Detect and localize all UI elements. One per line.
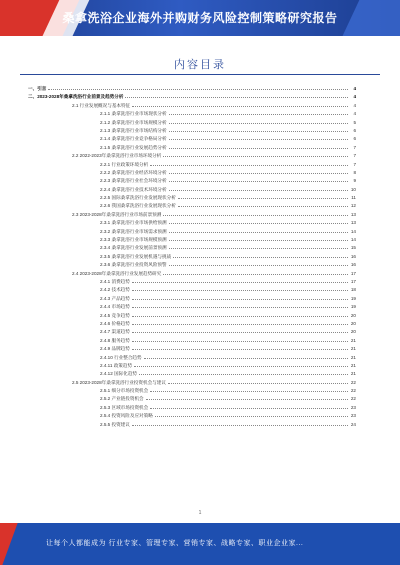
toc-entry-text: 2.4.12 国际化趋势 (100, 371, 138, 377)
toc-entry[interactable] (28, 151, 356, 159)
toc-entry-page: 7 (353, 153, 356, 159)
toc-entry[interactable] (28, 243, 356, 251)
toc-entry-page: 12 (350, 203, 356, 209)
toc-entry-page: 4 (353, 102, 356, 108)
toc-entry-text: 2.3 2023-2028年桑拿洗浴行业市场前景预测 (72, 211, 162, 217)
toc-leader-dots (132, 294, 348, 300)
toc-leader-dots (169, 176, 348, 182)
toc-entry-text: 2.2 2022-2023年桑拿洗浴行业市场环境分析 (72, 153, 162, 159)
toc-leader-dots (132, 420, 348, 426)
toc-entry-page: 16 (350, 253, 356, 259)
toc-entry-text: 2.4.8 服务趋势 (100, 337, 130, 343)
toc-leader-dots (139, 369, 348, 375)
toc-entry[interactable] (28, 369, 356, 377)
toc-entry[interactable] (28, 252, 356, 260)
toc-entry-text: 2.5.1 细分市场投资机会 (100, 388, 149, 394)
toc-entry[interactable] (28, 294, 356, 302)
toc-leader-dots (132, 285, 348, 291)
toc-entry-text: 2.3.3 桑拿洗浴行业市场规模预测 (100, 237, 167, 243)
toc-entry[interactable] (28, 269, 356, 277)
toc-entry-text: 2.2.4 桑拿洗浴行业技术环境分析 (100, 186, 167, 192)
toc-entry[interactable] (28, 227, 356, 235)
toc-entry[interactable] (28, 361, 356, 369)
toc-entry[interactable] (28, 84, 356, 92)
toc-entry[interactable] (28, 210, 356, 218)
toc-entry[interactable] (28, 327, 356, 335)
toc-entry-text: 2.1.5 桑拿洗浴行业发展趋势分析 (100, 144, 167, 150)
toc-entry[interactable] (28, 101, 356, 109)
toc-entry-text: 2.3.6 桑拿洗浴行业投资风险预警 (100, 262, 167, 268)
toc-entry[interactable] (28, 311, 356, 319)
toc-entry-text: 2.4.1 消费趋势 (100, 278, 130, 284)
toc-entry-page: 21 (350, 371, 356, 377)
toc-leader-dots (150, 386, 348, 392)
toc-entry-page: 13 (350, 211, 356, 217)
toc-leader-dots (134, 361, 348, 367)
toc-entry-page: 4 (353, 86, 356, 91)
toc-entry-page: 22 (350, 388, 356, 394)
toc-entry[interactable] (28, 185, 356, 193)
toc-entry-page: 16 (350, 262, 356, 268)
toc-leader-dots (169, 126, 348, 132)
toc-leader-dots (150, 160, 348, 166)
toc-entry[interactable] (28, 118, 356, 126)
toc-leader-dots (132, 336, 348, 342)
toc-entry[interactable] (28, 378, 356, 386)
toc-entry-text: 2.2.2 桑拿洗浴行业经济环境分析 (100, 169, 167, 175)
toc-leader-dots (169, 168, 348, 174)
toc-entry[interactable] (28, 319, 356, 327)
toc-entry[interactable] (28, 285, 356, 293)
report-title: 桑拿洗浴企业海外并购财务风险控制策略研究报告 (62, 11, 338, 25)
toc-entry-page: 4 (353, 111, 356, 117)
toc-leader-dots (169, 134, 348, 140)
toc-entry-text: 2.4.10 行业整合趋势 (100, 354, 142, 360)
toc-entry-page: 7 (353, 144, 356, 150)
toc-entry-page: 21 (350, 354, 356, 360)
toc-leader-dots (163, 210, 348, 216)
toc-entry-page: 23 (350, 413, 356, 419)
toc-entry-text: 2.5.3 区域市场投资机会 (100, 404, 149, 410)
toc-leader-dots (132, 277, 348, 283)
toc-entry[interactable] (28, 336, 356, 344)
toc-leader-dots (132, 101, 348, 107)
toc-title: 内容目录 (174, 58, 226, 71)
toc-entry[interactable] (28, 201, 356, 209)
toc-entry-page: 17 (350, 278, 356, 284)
toc-entry-text: 2.3.2 桑拿洗浴行业市场需求预测 (100, 228, 167, 234)
toc-entry[interactable] (28, 277, 356, 285)
toc-entry[interactable] (28, 353, 356, 361)
toc-leader-dots (168, 378, 348, 384)
toc-entry-page: 19 (350, 304, 356, 310)
toc-entry-page: 19 (350, 295, 356, 301)
toc-entry-page: 23 (350, 404, 356, 410)
toc-entry-text: 2.5.2 产业链投资机会 (100, 396, 144, 402)
toc-leader-dots (150, 403, 348, 409)
toc-entry-text: 2.1.4 桑拿洗浴行业竞争格局分析 (100, 136, 167, 142)
toc-entry-text: 2.4.5 竞争趋势 (100, 312, 130, 318)
toc-entry-page: 6 (353, 136, 356, 142)
toc-entry[interactable] (28, 160, 356, 168)
table-of-contents (28, 84, 356, 428)
toc-entry-page: 11 (351, 195, 356, 201)
toc-entry-text: 2.2.1 行业政策环境分析 (100, 161, 149, 167)
page-number: 1 (198, 510, 202, 516)
toc-entry[interactable] (28, 126, 356, 134)
toc-entry-text: 2.4.2 技术趋势 (100, 287, 130, 293)
toc-leader-dots (169, 218, 348, 224)
toc-leader-dots (132, 319, 348, 325)
toc-entry-text: 2.3.1 桑拿洗浴行业市场供给预测 (100, 220, 167, 226)
toc-entry[interactable] (28, 143, 356, 151)
toc-entry-text: 一、引言 (28, 86, 47, 91)
toc-entry-page: 15 (350, 245, 356, 251)
toc-entry-text: 2.4.9 品牌趋势 (100, 346, 130, 352)
toc-entry-page: 21 (350, 337, 356, 343)
toc-leader-dots (48, 84, 348, 90)
toc-entry-text: 2.5.5 投资建议 (100, 421, 130, 427)
toc-entry[interactable] (28, 302, 356, 310)
title-divider (20, 74, 380, 75)
toc-leader-dots (178, 193, 348, 199)
toc-entry-page: 5 (353, 119, 356, 125)
toc-entry-page: 6 (353, 127, 356, 133)
toc-entry-text: 2.1.2 桑拿洗浴行业市场规模分析 (100, 119, 167, 125)
toc-leader-dots (169, 235, 348, 241)
toc-entry-text: 2.4.3 产品趋势 (100, 295, 130, 301)
toc-entry-page: 20 (350, 320, 356, 326)
footer-slogan: 让每个人都能成为 行业专家、管理专家、营销专家、战略专家、职业企业家... (46, 540, 304, 547)
toc-entry-text: 2.2.5 国际桑拿洗浴行业发展现状分析 (100, 195, 176, 201)
toc-leader-dots (146, 394, 348, 400)
toc-entry-text: 2.1 行业发展概况与基本特征 (72, 102, 131, 108)
toc-entry[interactable] (28, 411, 356, 419)
toc-leader-dots (169, 243, 348, 249)
toc-entry-text: 2.4.4 市场趋势 (100, 304, 130, 310)
toc-entry-page: 21 (350, 362, 356, 368)
header-banner (0, 0, 400, 36)
toc-entry[interactable] (28, 109, 356, 117)
footer-banner (0, 523, 400, 565)
toc-leader-dots (163, 151, 348, 157)
toc-entry-page: 7 (353, 161, 356, 167)
toc-leader-dots (144, 353, 348, 359)
toc-entry-text: 2.4 2023-2028年桑拿洗浴行业发展趋势研究 (72, 270, 162, 276)
toc-entry-text: 2.3.4 桑拿洗浴行业发展前景预测 (100, 245, 167, 251)
toc-leader-dots (132, 302, 348, 308)
toc-leader-dots (169, 118, 348, 124)
toc-entry[interactable] (28, 168, 356, 176)
toc-entry-page: 10 (350, 186, 356, 192)
toc-entry[interactable] (28, 260, 356, 268)
toc-entry-page: 20 (350, 329, 356, 335)
toc-entry-text: 2.2.3 桑拿洗浴行业社会环境分析 (100, 178, 167, 184)
toc-leader-dots (169, 185, 348, 191)
toc-entry-page: 14 (350, 228, 356, 234)
toc-entry-page: 20 (350, 312, 356, 318)
toc-entry[interactable] (28, 176, 356, 184)
toc-entry-text: 2.4.11 政策趋势 (100, 362, 133, 368)
toc-leader-dots (169, 260, 348, 266)
toc-leader-dots (169, 227, 348, 233)
toc-leader-dots (132, 311, 348, 317)
toc-entry-text: 2.4.7 渠道趋势 (100, 329, 130, 335)
toc-leader-dots (132, 327, 348, 333)
toc-entry[interactable] (28, 344, 356, 352)
toc-entry[interactable] (28, 386, 356, 394)
toc-entry[interactable] (28, 92, 356, 100)
toc-entry-page: 8 (353, 169, 356, 175)
toc-entry[interactable] (28, 235, 356, 243)
toc-leader-dots (163, 269, 348, 275)
toc-entry[interactable] (28, 218, 356, 226)
toc-leader-dots (155, 411, 348, 417)
toc-entry-page: 18 (350, 287, 356, 293)
toc-entry-page: 21 (350, 346, 356, 352)
toc-entry[interactable] (28, 403, 356, 411)
toc-entry-text: 2.1.1 桑拿洗浴行业市场现状分析 (100, 111, 167, 117)
toc-entry-text: 2.4.6 价格趋势 (100, 320, 130, 326)
toc-leader-dots (173, 252, 348, 258)
toc-entry[interactable] (28, 134, 356, 142)
toc-entry-text: 2.5 2023-2028年桑拿洗浴行业投资机会与建议 (72, 379, 166, 385)
toc-entry[interactable] (28, 193, 356, 201)
toc-entry-page: 17 (350, 270, 356, 276)
toc-leader-dots (169, 109, 348, 115)
toc-entry-page: 24 (350, 421, 356, 427)
toc-entry-page: 22 (350, 379, 356, 385)
toc-entry-text: 2.2.6 我国桑拿洗浴行业发展现状分析 (100, 203, 176, 209)
toc-leader-dots (169, 143, 348, 149)
toc-entry[interactable] (28, 420, 356, 428)
toc-entry-page: 4 (353, 94, 356, 100)
toc-entry-page: 13 (350, 220, 356, 226)
toc-entry-page: 14 (350, 237, 356, 243)
toc-leader-dots (132, 344, 348, 350)
toc-leader-dots (178, 201, 348, 207)
toc-entry-text: 2.5.4 投资风险及应对策略 (100, 413, 153, 419)
toc-entry-text: 2.3.5 桑拿洗浴行业发展机遇与挑战 (100, 253, 172, 259)
toc-entry[interactable] (28, 394, 356, 402)
toc-entry-text: 2.1.3 桑拿洗浴行业市场结构分析 (100, 127, 167, 133)
toc-entry-page: 9 (353, 178, 356, 184)
toc-entry-text: 二、2023-2028年桑拿洗浴行业前景及趋势分析 (28, 94, 124, 100)
toc-entry-page: 22 (350, 396, 356, 402)
toc-leader-dots (125, 92, 348, 98)
